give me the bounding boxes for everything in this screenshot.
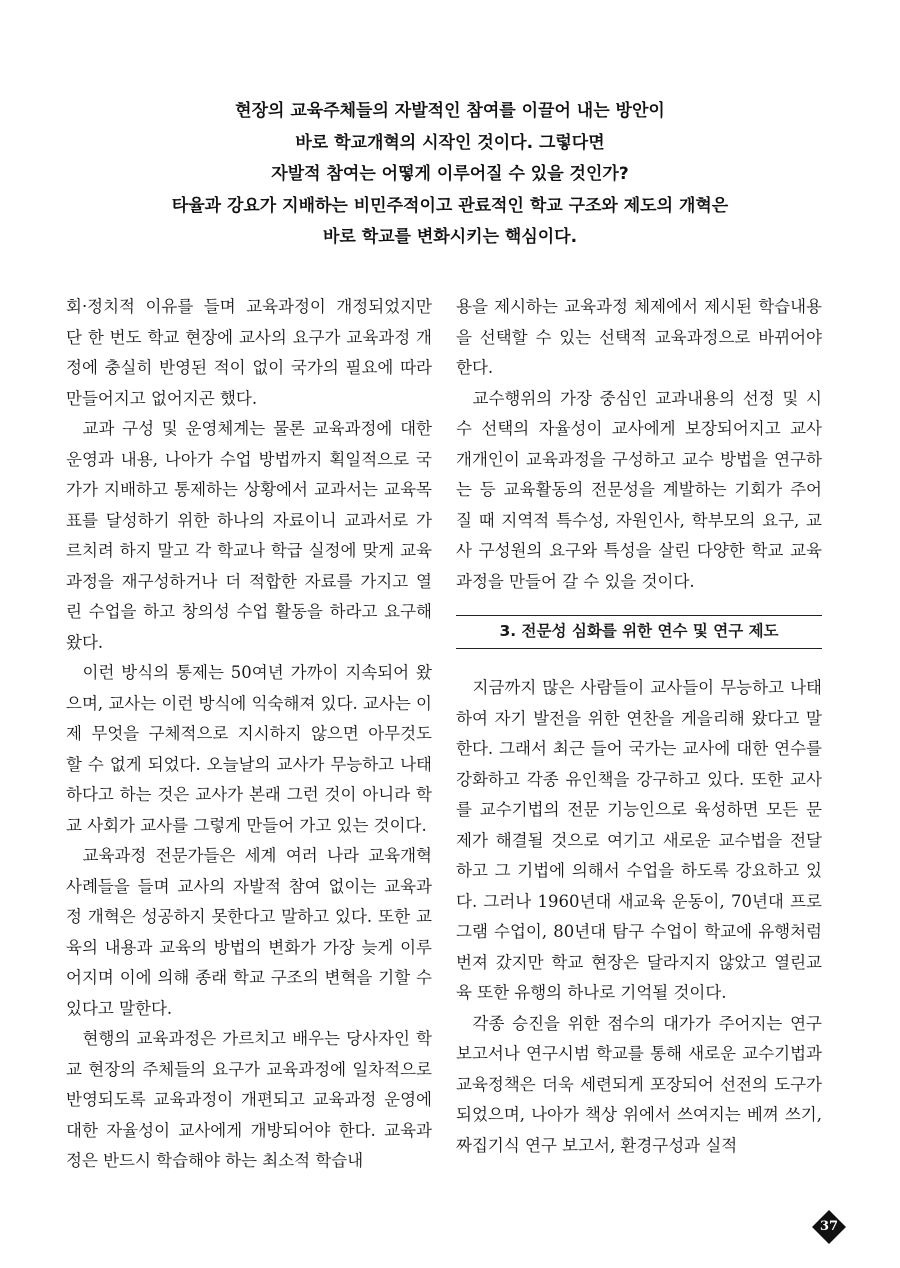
pull-quote-line: 바로 학교를 변화시키는 핵심이다. <box>322 227 578 247</box>
page-number-badge <box>812 1210 846 1244</box>
body-paragraph: 용을 제시하는 교육과정 체제에서 제시된 학습내용을 선택할 수 있는 선택적 교육과정으로 바뀌어야 한다. <box>456 297 822 377</box>
right-column <box>456 292 822 1161</box>
pull-quote <box>0 96 900 254</box>
section-heading: 3. 전문성 심화를 위한 연수 및 연구 제도 <box>456 615 822 649</box>
body-paragraph: 교육과정 전문가들은 세계 여러 나라 교육개혁 사례들을 들며 교사의 자발적 참여 없이는 교육과정 개혁은 성공하지 못한다고 말하고 있다. 또한 교육의 내용과 교육의 방법의 변화가 가장 늦게 이루어지며 이에 의해 종래 학교 구조의 변혁을 기할 수 있다고 말한다. <box>66 846 432 1018</box>
pull-quote-line: 자발적 참여는 어떻게 이루어질 수 있을 것인가? <box>271 164 629 184</box>
page-number: 37 <box>819 1219 839 1234</box>
body-paragraph: 각종 승진을 위한 점수의 대가가 주어지는 연구보고서나 연구시범 학교를 통해 새로운 교수기법과 교육정책은 더욱 세련되게 포장되어 선전의 도구가 되었으며, 나아가 책상 위에서 쓰여지는 베껴 쓰기, 짜집기식 연구 보고서, 환경구성과 실적 <box>456 1013 822 1155</box>
pull-quote-line: 바로 학교개혁의 시작인 것이다. 그렇다면 <box>295 132 605 153</box>
body-paragraph: 현행의 교육과정은 가르치고 배우는 당사자인 학교 현장의 주체들의 요구가 교육과정에 일차적으로 반영되도록 교육과정이 개편되고 교육과정 운영에 대한 자율성이 교사에게 개방되어야 한다. 교육과정은 반드시 학습해야 하는 최소적 학습내 <box>66 1029 432 1170</box>
body-paragraph: 교수행위의 가장 중심인 교과내용의 선정 및 시수 선택의 자율성이 교사에게 보장되어지고 교사 개개인이 교육과정을 구성하고 교수 방법을 연구하는 등 교육활동의 전문성을 계발하는 기회가 주어질 때 지역적 특수성, 자원인사, 학부모의 요구, 교사 구성원의 요구와 특성을 살린 다양한 학교 교육과정을 만들어 갈 수 있을 것이다. <box>456 388 822 591</box>
body-paragraph: 이런 방식의 통제는 50여년 가까이 지속되어 왔으며, 교사는 이런 방식에 익숙해져 있다. 교사는 이제 무엇을 구체적으로 지시하지 않으면 아무것도 할 수 없게 되었다. 오늘날의 교사가 무능하고 나태하다고 하는 것은 교사가 본래 그런 것이 아니라 학교 사회가 교사를 그렇게 만들어 가고 있는 것이다. <box>66 663 432 835</box>
body-paragraph: 교과 구성 및 운영체계는 물론 교육과정에 대한 운영과 내용, 나아가 수업 방법까지 획일적으로 국가가 지배하고 통제하는 상황에서 교과서는 교육목표를 달성하기 위한 하나의 자료이니 교과서로 가르치려 하지 말고 각 학교나 학급 실정에 맞게 교육과정을 재구성하거나 더 적합한 자료를 가지고 열린 수업을 하고 창의성 수업 활동을 하라고 요구해 왔다. <box>66 419 432 652</box>
pull-quote-line: 타율과 강요가 지배하는 비민주적이고 관료적인 학교 구조와 제도의 개혁은 <box>171 195 729 216</box>
left-column <box>66 292 432 1177</box>
body-paragraph: 지금까지 많은 사람들이 교사들이 무능하고 나태하여 자기 발전을 위한 연찬을 게을리해 왔다고 말한다. 그래서 최근 들어 국가는 교사에 대한 연수를 강화하고 각종 유인책을 강구하고 있다. 또한 교사를 교수기법의 전문 기능인으로 육성하면 모든 문제가 해결될 것으로 여기고 새로운 교수법을 전달하고 그 기법에 의해서 수업을 하도록 강요하고 있다. 그러나 1960년대 새교육 운동이, 70년대 프로그램 수업이, 80년대 탐구 수업이 학교에 유행처럼 번져 갔지만 학교 현장은 달라지지 않았고 열린교육 또한 유행의 하나로 기억될 것이다. <box>456 678 822 1002</box>
pull-quote-line: 현장의 교육주체들의 자발적인 참여를 이끌어 내는 방안이 <box>235 101 665 121</box>
body-paragraph: 회·정치적 이유를 들며 교육과정이 개정되었지만 단 한 번도 학교 현장에 교사의 요구가 교육과정 개정에 충실히 반영된 적이 없이 국가의 필요에 따라 만들어지고 없어지곤 했다. <box>66 297 432 408</box>
